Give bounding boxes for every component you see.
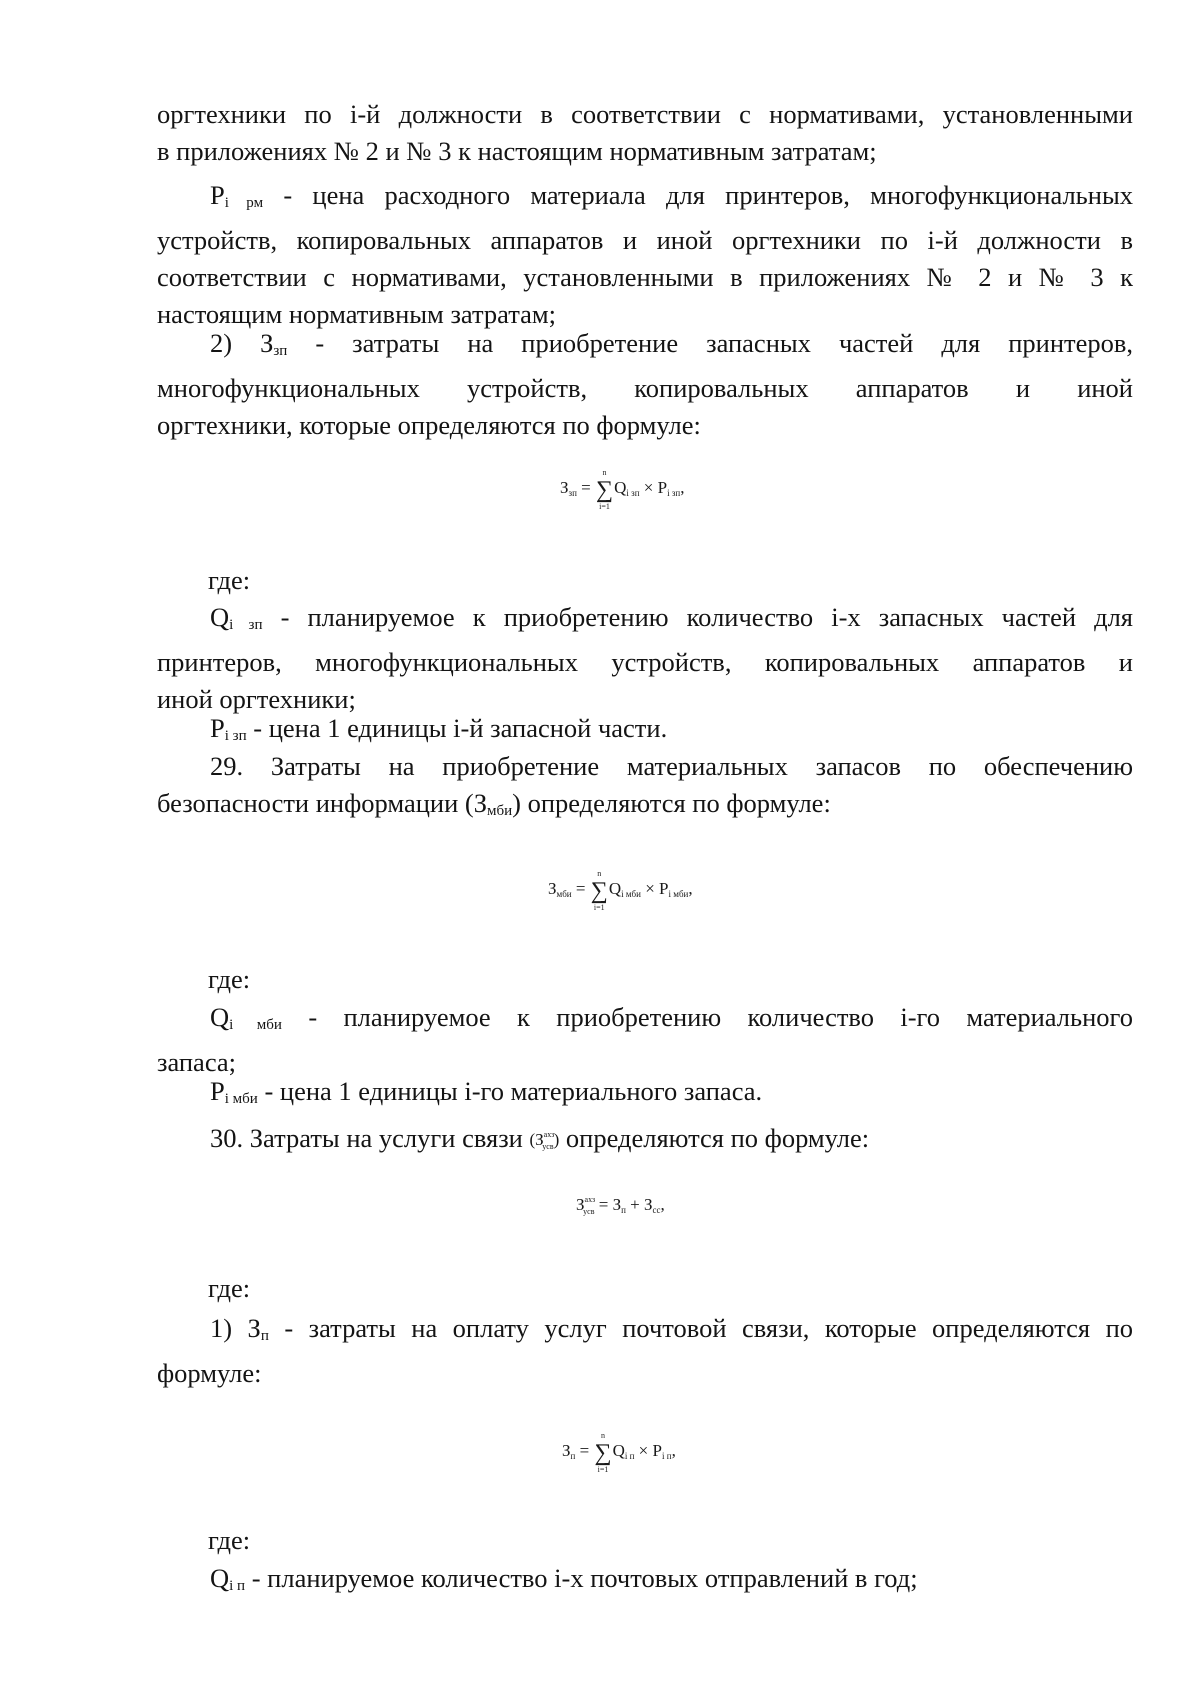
where-label: где: bbox=[208, 1273, 251, 1303]
subscript: i зп bbox=[224, 728, 247, 744]
sigma-icon: ∑ n i=1 bbox=[594, 1431, 612, 1474]
formula-equals: = bbox=[581, 478, 591, 497]
where-label: где: bbox=[208, 964, 251, 994]
formula-equals: = bbox=[598, 1195, 609, 1214]
text-fragment: - затраты на приобретение запасных частей для принтеров, bbox=[315, 328, 1134, 358]
text-fragment: - планируемое к приобретению количество i-х запасных частей для bbox=[280, 602, 1134, 632]
formula-subscript: i мби bbox=[668, 889, 689, 899]
formula-equals: = bbox=[579, 1441, 590, 1460]
text-line bbox=[157, 785, 1133, 830]
text-line bbox=[157, 999, 1133, 1044]
formula-p: P bbox=[659, 879, 669, 898]
text-line: оргтехники по i-й должности в соответствии с нормативами, установленными bbox=[157, 99, 1133, 129]
text-fragment: - планируемое количество i-х почтовых отправлений в год; bbox=[251, 1563, 918, 1593]
text-line: формуле: bbox=[157, 1358, 262, 1388]
paragraph-30 bbox=[157, 1116, 1133, 1165]
formula-zp bbox=[560, 468, 685, 511]
formula-mbi bbox=[548, 869, 693, 912]
symbol-p: P bbox=[210, 180, 225, 210]
formula-superscript: ахз bbox=[543, 1130, 555, 1139]
text-line bbox=[157, 325, 1133, 370]
formula-subscript: i п bbox=[624, 1451, 635, 1461]
symbol-p: P bbox=[210, 713, 225, 743]
text-line: иной оргтехники; bbox=[157, 684, 356, 714]
formula-lhs: З bbox=[576, 1195, 585, 1214]
sigma-lower: i=1 bbox=[597, 1465, 609, 1474]
formula-subscript: i зп bbox=[626, 488, 640, 498]
symbol-p: P bbox=[210, 1076, 225, 1106]
subscript: мби bbox=[486, 803, 513, 819]
text-line bbox=[157, 599, 1133, 644]
inline-formula: $(З^{ахз}_{усв})$ bbox=[529, 1130, 560, 1151]
paragraph-3 bbox=[157, 325, 1133, 444]
sigma-icon: ∑ n i=1 bbox=[596, 468, 614, 511]
paragraph-1 bbox=[157, 96, 1133, 170]
formula-subscript: усв bbox=[583, 1207, 595, 1216]
formula-end: , bbox=[688, 879, 693, 898]
paragraph-7 bbox=[157, 999, 1133, 1081]
item-number: 1) З bbox=[210, 1313, 261, 1343]
formula-lhs: З bbox=[562, 1441, 571, 1460]
subscript: i мби bbox=[224, 1091, 258, 1107]
text-line bbox=[157, 1116, 1133, 1165]
paragraph-2 bbox=[157, 177, 1133, 333]
subscript: п bbox=[260, 1328, 269, 1344]
formula-subscript: i зп bbox=[667, 488, 681, 498]
formula-end: , bbox=[680, 478, 685, 497]
formula-equals: = bbox=[575, 879, 586, 898]
formula-base: З bbox=[535, 1130, 544, 1149]
paragraph-11 bbox=[157, 1560, 1133, 1605]
symbol-q: Q bbox=[210, 1563, 230, 1593]
formula-term: З bbox=[644, 1195, 653, 1214]
symbol-q: Q bbox=[210, 602, 230, 632]
formula-subscript: мби bbox=[556, 889, 572, 899]
formula-end: , bbox=[660, 1195, 665, 1214]
formula-plus: + bbox=[630, 1195, 640, 1214]
paragraph-4 bbox=[157, 599, 1133, 718]
sigma-upper: n bbox=[601, 1431, 605, 1440]
formula-lhs: З bbox=[548, 879, 557, 898]
formula-lhs: З bbox=[560, 478, 569, 497]
text-line: соответствии с нормативами, установленными в приложениях № 2 и № 3 к bbox=[157, 262, 1133, 292]
text-line: настоящим нормативным затратам; bbox=[157, 299, 557, 329]
text-line: запаса; bbox=[157, 1047, 237, 1077]
formula-q: Q bbox=[608, 879, 622, 898]
formula-p: P bbox=[657, 478, 668, 497]
formula-term: З bbox=[612, 1195, 622, 1214]
text-line bbox=[157, 1310, 1133, 1355]
formula-times: × bbox=[643, 478, 654, 497]
formula-subscript: i п bbox=[661, 1451, 672, 1461]
text-fragment: ) определяются по формуле: bbox=[512, 788, 831, 818]
formula-q: Q bbox=[614, 478, 627, 497]
sigma-upper: n bbox=[602, 468, 607, 477]
sigma-upper: n bbox=[597, 869, 602, 878]
text-fragment: безопасности информации (З bbox=[157, 788, 487, 818]
sigma-lower: i=1 bbox=[599, 502, 610, 511]
symbol-q: Q bbox=[210, 1002, 230, 1032]
sigma-icon: ∑ n i=1 bbox=[590, 869, 608, 912]
formula-subscript: зп bbox=[568, 488, 577, 498]
text-fragment: 30. Затраты на услуги связи bbox=[210, 1123, 523, 1153]
formula-times: × bbox=[638, 1441, 649, 1460]
formula-subscript: сс bbox=[652, 1205, 661, 1215]
paragraph-29 bbox=[157, 748, 1133, 830]
text-line: 29. Затраты на приобретение материальных запасов по обеспечению bbox=[210, 751, 1133, 781]
text-line bbox=[157, 1560, 1133, 1605]
subscript: i зп bbox=[229, 617, 263, 633]
text-fragment: - цена 1 единицы i-го материального запаса. bbox=[264, 1076, 763, 1106]
subscript: i мби bbox=[229, 1017, 282, 1033]
text-line: устройств, копировальных аппаратов и иной оргтехники по i-й должности в bbox=[157, 225, 1133, 255]
where-label: где: bbox=[208, 1525, 251, 1555]
formula-subscript: п bbox=[570, 1451, 576, 1461]
formula-subscript: i мби bbox=[621, 889, 641, 899]
text-line: принтеров, многофункциональных устройств, копировальных аппаратов и bbox=[157, 647, 1133, 677]
text-line: оргтехники, которые определяются по формуле: bbox=[157, 410, 701, 440]
formula-subscript: усв bbox=[542, 1142, 554, 1151]
formula-end: , bbox=[671, 1441, 676, 1460]
text-line bbox=[157, 177, 1133, 222]
subscript: зп bbox=[273, 343, 288, 359]
paragraph-8 bbox=[157, 1073, 1133, 1118]
text-line bbox=[157, 1073, 1133, 1118]
formula-p: P bbox=[652, 1441, 662, 1460]
item-number: 2) З bbox=[210, 328, 274, 358]
formula-ahz bbox=[576, 1195, 665, 1216]
text-line: в приложениях № 2 и № 3 к настоящим нормативным затратам; bbox=[157, 136, 877, 166]
text-fragment: - цена 1 единицы i-й запасной части. bbox=[253, 713, 668, 743]
subscript: i рм bbox=[224, 195, 264, 211]
formula-superscript: ахз bbox=[584, 1195, 596, 1204]
formula-subscript: п bbox=[621, 1205, 626, 1215]
subscript: i п bbox=[229, 1578, 246, 1594]
formula-p bbox=[562, 1431, 676, 1474]
formula-q: Q bbox=[612, 1441, 625, 1460]
formula-times: × bbox=[645, 879, 655, 898]
text-line: многофункциональных устройств, копировальных аппаратов и иной bbox=[157, 373, 1133, 403]
text-fragment: определяются по формуле: bbox=[565, 1123, 870, 1153]
paragraph-10 bbox=[157, 1310, 1133, 1392]
text-fragment: - цена расходного материала для принтеров, многофункциональных bbox=[283, 180, 1133, 210]
sigma-lower: i=1 bbox=[593, 903, 605, 912]
text-fragment: - планируемое к приобретению количество i-го материального bbox=[308, 1002, 1133, 1032]
text-fragment: - затраты на оплату услуг почтовой связи, которые определяются по bbox=[284, 1313, 1134, 1343]
where-label: где: bbox=[208, 565, 251, 595]
